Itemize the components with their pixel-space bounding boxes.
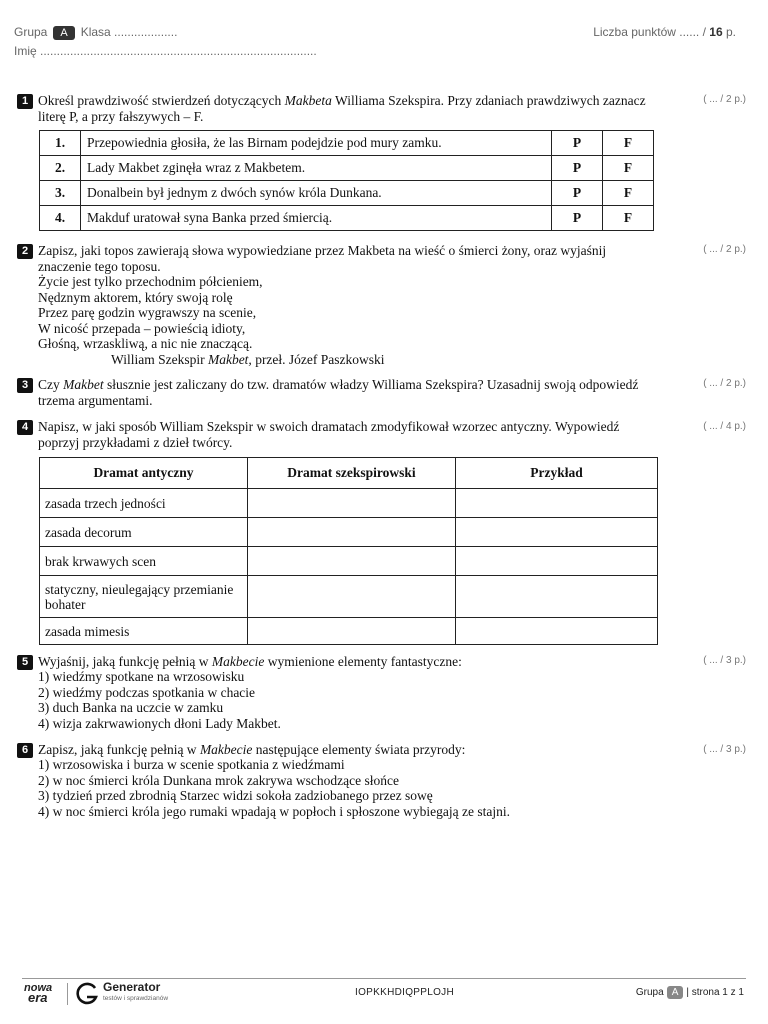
answer-cell[interactable]	[456, 489, 658, 518]
table-row: 2. Lady Makbet zginęła wraz z Makbetem. P F	[40, 156, 654, 181]
logo-divider	[67, 983, 68, 1005]
table-row: statyczny, nieulegający przemianie bohater	[40, 576, 658, 618]
table-row: 3. Donalbein był jednym z dwóch synów króla Dunkana. P F	[40, 181, 654, 206]
list-item: 4) w noc śmierci króla jego rumaki wpadają w popłoch i spłoszone wybiegają ze stajni.	[38, 803, 510, 819]
footer-group-badge: A	[667, 986, 684, 999]
list-item: 3) duch Banka na uczcie w zamku	[38, 700, 224, 715]
points-unit: p.	[725, 25, 736, 39]
list-item: 1) wrzosowiska i burza w scenie spotkania z wiedźmami	[38, 757, 345, 772]
group-label: Grupa	[14, 25, 48, 39]
question-6-text: Zapisz, jaką funkcję pełnią w Makbecie następujące elementy świata przyrody:	[38, 742, 466, 757]
document-code: IOPKKHDIQPPLOJH	[355, 987, 454, 998]
true-option[interactable]: P	[552, 156, 603, 181]
question-number: 3	[17, 378, 33, 393]
table-row: zasada mimesis	[40, 618, 658, 645]
answer-cell[interactable]	[456, 518, 658, 547]
true-option[interactable]: P	[552, 206, 603, 231]
question-1-text: Określ prawdziwość stwierdzeń dotyczących Makbeta Williama Szekspira. Przy zdaniach prawdziwych zaznacz literę P, a przy fałszywych – F.	[38, 93, 646, 124]
points-total: 16	[709, 25, 723, 39]
question-number: 2	[17, 244, 33, 259]
table-row: brak krwawych scen	[40, 547, 658, 576]
question-points: ( ... / 4 p.)	[703, 421, 746, 432]
answer-cell[interactable]	[248, 489, 456, 518]
answer-cell[interactable]	[456, 576, 658, 618]
list-item: 4) wizja zakrwawionych dłoni Lady Makbet.	[38, 715, 281, 731]
question-points: ( ... / 2 p.)	[703, 94, 746, 105]
header-group	[14, 25, 177, 40]
question-4-text: Napisz, w jaki sposób William Szekspir w swoich dramatach zmodyfikował wzorzec antyczny. Wypowiedź poprzyj przykładami z dzieł twórcy.	[38, 419, 620, 450]
true-option[interactable]: P	[552, 131, 603, 156]
question-points: ( ... / 3 p.)	[703, 744, 746, 755]
false-option[interactable]: F	[603, 131, 654, 156]
name-line: Imię ...................................................................................	[14, 44, 317, 58]
generator-logo-icon	[76, 982, 98, 1006]
question-number: 5	[17, 655, 33, 670]
list-item: 2) w noc śmierci króla Dunkana mrok zakrywa wschodzące słońce	[38, 772, 399, 788]
group-badge: A	[53, 26, 74, 40]
question-points: ( ... / 2 p.)	[703, 244, 746, 255]
false-option[interactable]: F	[603, 156, 654, 181]
table-header-row: Dramat antyczny Dramat szekspirowski Przykład	[40, 458, 658, 489]
answer-cell[interactable]	[248, 618, 456, 645]
question-2-text: Zapisz, jaki topos zawierają słowa wypowiedziane przez Makbeta na wieść o śmierci żony, oraz wyjaśnij znaczenie tego toposu.	[38, 243, 607, 274]
nowa-era-logo: nowa era	[24, 982, 53, 1005]
question-5-text: Wyjaśnij, jaką funkcję pełnią w Makbecie wymienione elementy fantastyczne:	[38, 654, 462, 669]
answer-cell[interactable]	[248, 576, 456, 618]
question-number: 1	[17, 94, 33, 109]
poem-source: William Szekspir Makbet, przeł. Józef Paszkowski	[111, 351, 385, 367]
answer-cell[interactable]	[248, 518, 456, 547]
table-row: zasada trzech jedności	[40, 489, 658, 518]
question-5-list	[38, 669, 281, 731]
table-row: zasada decorum	[40, 518, 658, 547]
false-option[interactable]: F	[603, 181, 654, 206]
question-points: ( ... / 2 p.)	[703, 378, 746, 389]
answer-cell[interactable]	[456, 547, 658, 576]
footer-divider	[22, 978, 746, 979]
drama-table	[39, 457, 658, 645]
question-points: ( ... / 3 p.)	[703, 655, 746, 666]
table-row: 4. Makduf uratował syna Banka przed śmiercią. P F	[40, 206, 654, 231]
true-false-table	[39, 130, 654, 231]
list-item: 2) wiedźmy podczas spotkania w chacie	[38, 684, 256, 700]
false-option[interactable]: F	[603, 206, 654, 231]
question-6-list	[38, 757, 510, 819]
question-number: 4	[17, 420, 33, 435]
poem-quote: Życie jest tylko przechodnim półcieniem, Nędznym aktorem, który swoją rolę Przez parę godzin wygrawszy na scenie, W nicość przepada – powieścią idioty, Głośną, wrzaskliwą, a nic nie znaczącą. William Szekspir Makbet, przeł. Józef Paszkowski	[38, 274, 385, 367]
points-label: Liczba punktów ...... /	[593, 25, 706, 39]
true-option[interactable]: P	[552, 181, 603, 206]
list-item: 3) tydzień przed zbrodnią Starzec widzi sokoła zadziobanego przez sowę	[38, 788, 433, 803]
question-number: 6	[17, 743, 33, 758]
class-label: Klasa ...................	[80, 25, 178, 39]
footer-page-info: Grupa A | strona 1 z 1	[635, 987, 744, 998]
answer-cell[interactable]	[248, 547, 456, 576]
answer-cell[interactable]	[456, 618, 658, 645]
table-row: 1. Przepowiednia głosiła, że las Birnam podejdzie pod mury zamku. P F	[40, 131, 654, 156]
points-header	[593, 25, 736, 39]
list-item: 1) wiedźmy spotkane na wrzosowisku	[38, 669, 245, 684]
question-3-text: Czy Makbet słusznie jest zaliczany do tzw. dramatów władzy Williama Szekspira? Uzasadnij swoją odpowiedź trzema argumentami.	[38, 377, 639, 408]
generator-brand: Generator testów i sprawdzianów	[103, 980, 169, 1002]
